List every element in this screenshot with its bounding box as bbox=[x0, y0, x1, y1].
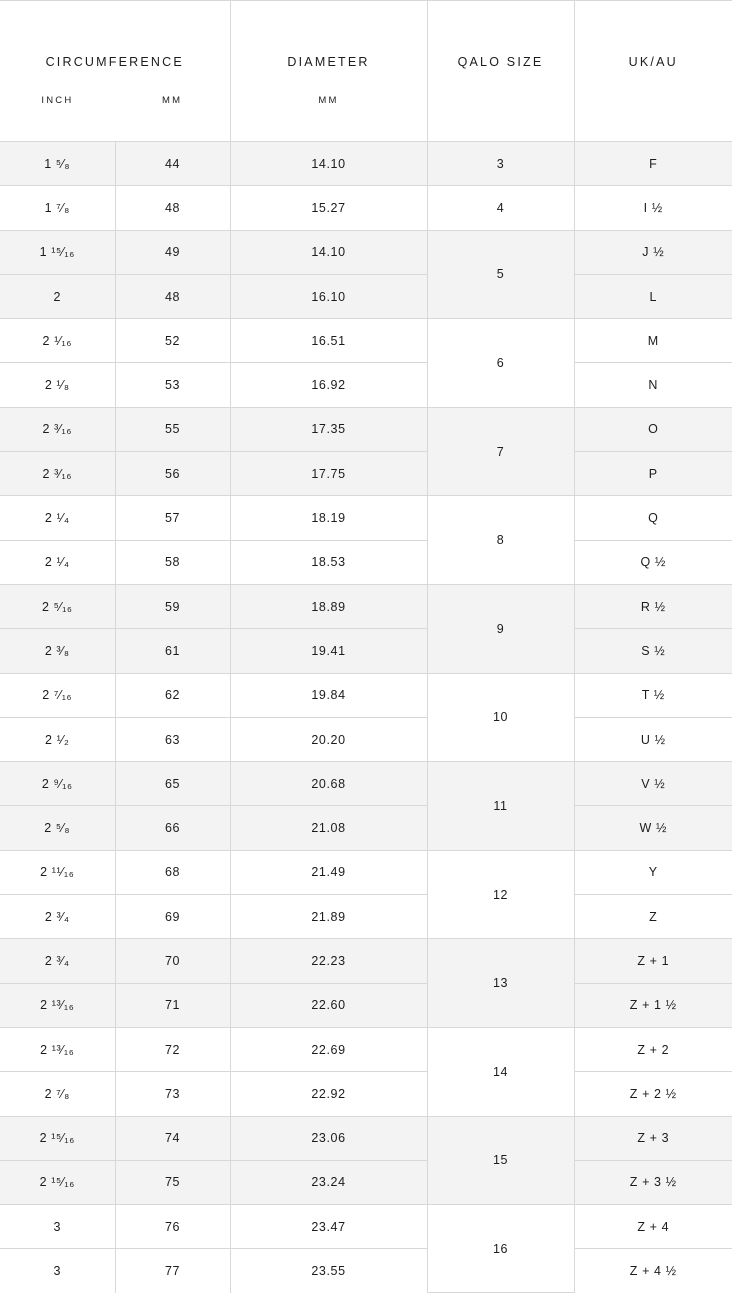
cell-inch: 2 ¹⁄₄ bbox=[0, 496, 115, 540]
cell-mm: 77 bbox=[115, 1249, 230, 1293]
cell-inch: 2 ⁹⁄₁₆ bbox=[0, 762, 115, 806]
cell-inch: 1 ¹⁵⁄₁₆ bbox=[0, 230, 115, 274]
table-row bbox=[0, 496, 732, 540]
header-circumference-subs bbox=[0, 95, 230, 106]
cell-inch: 1 ⁷⁄₈ bbox=[0, 186, 115, 230]
cell-diameter: 17.75 bbox=[230, 452, 427, 496]
table-row bbox=[0, 186, 732, 230]
cell-inch: 2 ¹⁄₁₆ bbox=[0, 319, 115, 363]
cell-diameter: 22.69 bbox=[230, 1027, 427, 1071]
cell-mm: 74 bbox=[115, 1116, 230, 1160]
cell-mm: 66 bbox=[115, 806, 230, 850]
cell-mm: 48 bbox=[115, 186, 230, 230]
cell-inch: 2 ¹⁄₂ bbox=[0, 717, 115, 761]
header-qalo-size bbox=[427, 1, 574, 142]
cell-uk-au: Z + 2 bbox=[574, 1027, 732, 1071]
cell-uk-au: F bbox=[574, 142, 732, 186]
cell-mm: 76 bbox=[115, 1205, 230, 1249]
cell-mm: 70 bbox=[115, 939, 230, 983]
header-uk-au bbox=[574, 1, 732, 142]
cell-uk-au: Z bbox=[574, 895, 732, 939]
cell-uk-au: L bbox=[574, 274, 732, 318]
table-row bbox=[0, 1116, 732, 1160]
cell-qalo: 3 bbox=[427, 142, 574, 186]
cell-uk-au: Z + 3 bbox=[574, 1116, 732, 1160]
cell-diameter: 21.08 bbox=[230, 806, 427, 850]
cell-uk-au: Z + 4 ½ bbox=[574, 1249, 732, 1293]
cell-uk-au: N bbox=[574, 363, 732, 407]
cell-inch: 3 bbox=[0, 1205, 115, 1249]
cell-qalo: 12 bbox=[427, 850, 574, 939]
cell-uk-au: V ½ bbox=[574, 762, 732, 806]
cell-uk-au: W ½ bbox=[574, 806, 732, 850]
cell-diameter: 21.89 bbox=[230, 895, 427, 939]
cell-inch: 2 ¹⁵⁄₁₆ bbox=[0, 1116, 115, 1160]
cell-uk-au: Z + 3 ½ bbox=[574, 1160, 732, 1204]
cell-diameter: 23.55 bbox=[230, 1249, 427, 1293]
table-row bbox=[0, 1160, 732, 1204]
table-row bbox=[0, 850, 732, 894]
cell-inch: 2 ¹⁄₄ bbox=[0, 540, 115, 584]
header-diameter-label: DIAMETER bbox=[231, 55, 427, 69]
cell-inch: 2 bbox=[0, 274, 115, 318]
cell-mm: 75 bbox=[115, 1160, 230, 1204]
cell-uk-au: U ½ bbox=[574, 717, 732, 761]
table-row bbox=[0, 274, 732, 318]
cell-inch: 2 ³⁄₁₆ bbox=[0, 452, 115, 496]
header-circumference-label: CIRCUMFERENCE bbox=[0, 55, 230, 69]
cell-diameter: 16.92 bbox=[230, 363, 427, 407]
cell-diameter: 20.68 bbox=[230, 762, 427, 806]
cell-diameter: 23.24 bbox=[230, 1160, 427, 1204]
cell-mm: 71 bbox=[115, 983, 230, 1027]
header-uk-au-label: UK/AU bbox=[575, 55, 732, 69]
cell-inch: 2 ⁵⁄₈ bbox=[0, 806, 115, 850]
cell-diameter: 22.60 bbox=[230, 983, 427, 1027]
cell-qalo: 8 bbox=[427, 496, 574, 585]
cell-qalo: 14 bbox=[427, 1027, 574, 1116]
table-row bbox=[0, 407, 732, 451]
cell-qalo: 13 bbox=[427, 939, 574, 1028]
header-row bbox=[0, 1, 732, 142]
table-row bbox=[0, 319, 732, 363]
table-row bbox=[0, 762, 732, 806]
cell-diameter: 23.06 bbox=[230, 1116, 427, 1160]
cell-uk-au: Z + 2 ½ bbox=[574, 1072, 732, 1116]
table-row bbox=[0, 230, 732, 274]
cell-mm: 53 bbox=[115, 363, 230, 407]
header-circumference bbox=[0, 1, 230, 142]
cell-diameter: 18.53 bbox=[230, 540, 427, 584]
cell-diameter: 15.27 bbox=[230, 186, 427, 230]
cell-uk-au: Y bbox=[574, 850, 732, 894]
cell-diameter: 22.92 bbox=[230, 1072, 427, 1116]
cell-diameter: 22.23 bbox=[230, 939, 427, 983]
cell-inch: 2 ¹¹⁄₁₆ bbox=[0, 850, 115, 894]
table-row bbox=[0, 1205, 732, 1249]
cell-inch: 2 ³⁄₄ bbox=[0, 939, 115, 983]
cell-mm: 72 bbox=[115, 1027, 230, 1071]
cell-mm: 58 bbox=[115, 540, 230, 584]
cell-qalo: 5 bbox=[427, 230, 574, 319]
cell-uk-au: O bbox=[574, 407, 732, 451]
table-row bbox=[0, 806, 732, 850]
cell-diameter: 20.20 bbox=[230, 717, 427, 761]
cell-diameter: 21.49 bbox=[230, 850, 427, 894]
cell-mm: 73 bbox=[115, 1072, 230, 1116]
cell-inch: 2 ⁵⁄₁₆ bbox=[0, 584, 115, 628]
table-row bbox=[0, 363, 732, 407]
cell-diameter: 23.47 bbox=[230, 1205, 427, 1249]
cell-mm: 68 bbox=[115, 850, 230, 894]
cell-diameter: 14.10 bbox=[230, 230, 427, 274]
table-row bbox=[0, 717, 732, 761]
header-diameter-mm: MM bbox=[231, 95, 427, 106]
cell-uk-au: J ½ bbox=[574, 230, 732, 274]
cell-mm: 57 bbox=[115, 496, 230, 540]
cell-qalo: 6 bbox=[427, 319, 574, 408]
table-body bbox=[0, 142, 732, 1293]
cell-diameter: 18.19 bbox=[230, 496, 427, 540]
cell-mm: 44 bbox=[115, 142, 230, 186]
cell-diameter: 14.10 bbox=[230, 142, 427, 186]
cell-inch: 1 ⁵⁄₈ bbox=[0, 142, 115, 186]
cell-mm: 56 bbox=[115, 452, 230, 496]
cell-diameter: 17.35 bbox=[230, 407, 427, 451]
cell-diameter: 16.10 bbox=[230, 274, 427, 318]
header-qalo-size-label: QALO SIZE bbox=[428, 55, 574, 69]
header-diameter bbox=[230, 1, 427, 142]
table-row bbox=[0, 540, 732, 584]
table-row bbox=[0, 142, 732, 186]
cell-mm: 61 bbox=[115, 629, 230, 673]
cell-uk-au: Z + 1 bbox=[574, 939, 732, 983]
table-row bbox=[0, 673, 732, 717]
table-row bbox=[0, 939, 732, 983]
cell-mm: 65 bbox=[115, 762, 230, 806]
cell-inch: 2 ⁷⁄₁₆ bbox=[0, 673, 115, 717]
cell-qalo: 4 bbox=[427, 186, 574, 230]
table-row bbox=[0, 1249, 732, 1293]
cell-qalo: 9 bbox=[427, 584, 574, 673]
cell-uk-au: R ½ bbox=[574, 584, 732, 628]
cell-uk-au: Z + 4 bbox=[574, 1205, 732, 1249]
table-row bbox=[0, 629, 732, 673]
cell-diameter: 19.84 bbox=[230, 673, 427, 717]
cell-uk-au: S ½ bbox=[574, 629, 732, 673]
cell-uk-au: Z + 1 ½ bbox=[574, 983, 732, 1027]
cell-inch: 2 ¹³⁄₁₆ bbox=[0, 1027, 115, 1071]
table-row bbox=[0, 895, 732, 939]
table-row bbox=[0, 1072, 732, 1116]
cell-diameter: 19.41 bbox=[230, 629, 427, 673]
cell-mm: 48 bbox=[115, 274, 230, 318]
cell-qalo: 15 bbox=[427, 1116, 574, 1205]
cell-mm: 49 bbox=[115, 230, 230, 274]
cell-diameter: 16.51 bbox=[230, 319, 427, 363]
cell-mm: 69 bbox=[115, 895, 230, 939]
header-circumference-inch: INCH bbox=[0, 95, 115, 106]
cell-uk-au: Q ½ bbox=[574, 540, 732, 584]
cell-diameter: 18.89 bbox=[230, 584, 427, 628]
table-row bbox=[0, 584, 732, 628]
cell-mm: 62 bbox=[115, 673, 230, 717]
cell-qalo: 16 bbox=[427, 1205, 574, 1293]
cell-inch: 2 ³⁄₈ bbox=[0, 629, 115, 673]
cell-uk-au: P bbox=[574, 452, 732, 496]
cell-uk-au: T ½ bbox=[574, 673, 732, 717]
header-circumference-mm: MM bbox=[115, 95, 230, 106]
cell-mm: 52 bbox=[115, 319, 230, 363]
cell-mm: 63 bbox=[115, 717, 230, 761]
cell-inch: 2 ¹⁄₈ bbox=[0, 363, 115, 407]
cell-mm: 55 bbox=[115, 407, 230, 451]
cell-inch: 2 ¹³⁄₁₆ bbox=[0, 983, 115, 1027]
table-row bbox=[0, 983, 732, 1027]
cell-inch: 2 ³⁄₁₆ bbox=[0, 407, 115, 451]
table-row bbox=[0, 452, 732, 496]
cell-inch: 2 ⁷⁄₈ bbox=[0, 1072, 115, 1116]
cell-inch: 2 ³⁄₄ bbox=[0, 895, 115, 939]
cell-mm: 59 bbox=[115, 584, 230, 628]
table-row bbox=[0, 1027, 732, 1071]
table-header bbox=[0, 1, 732, 142]
cell-uk-au: Q bbox=[574, 496, 732, 540]
cell-inch: 2 ¹⁵⁄₁₆ bbox=[0, 1160, 115, 1204]
cell-qalo: 11 bbox=[427, 762, 574, 851]
cell-qalo: 7 bbox=[427, 407, 574, 496]
cell-inch: 3 bbox=[0, 1249, 115, 1293]
cell-qalo: 10 bbox=[427, 673, 574, 762]
cell-uk-au: M bbox=[574, 319, 732, 363]
cell-uk-au: I ½ bbox=[574, 186, 732, 230]
